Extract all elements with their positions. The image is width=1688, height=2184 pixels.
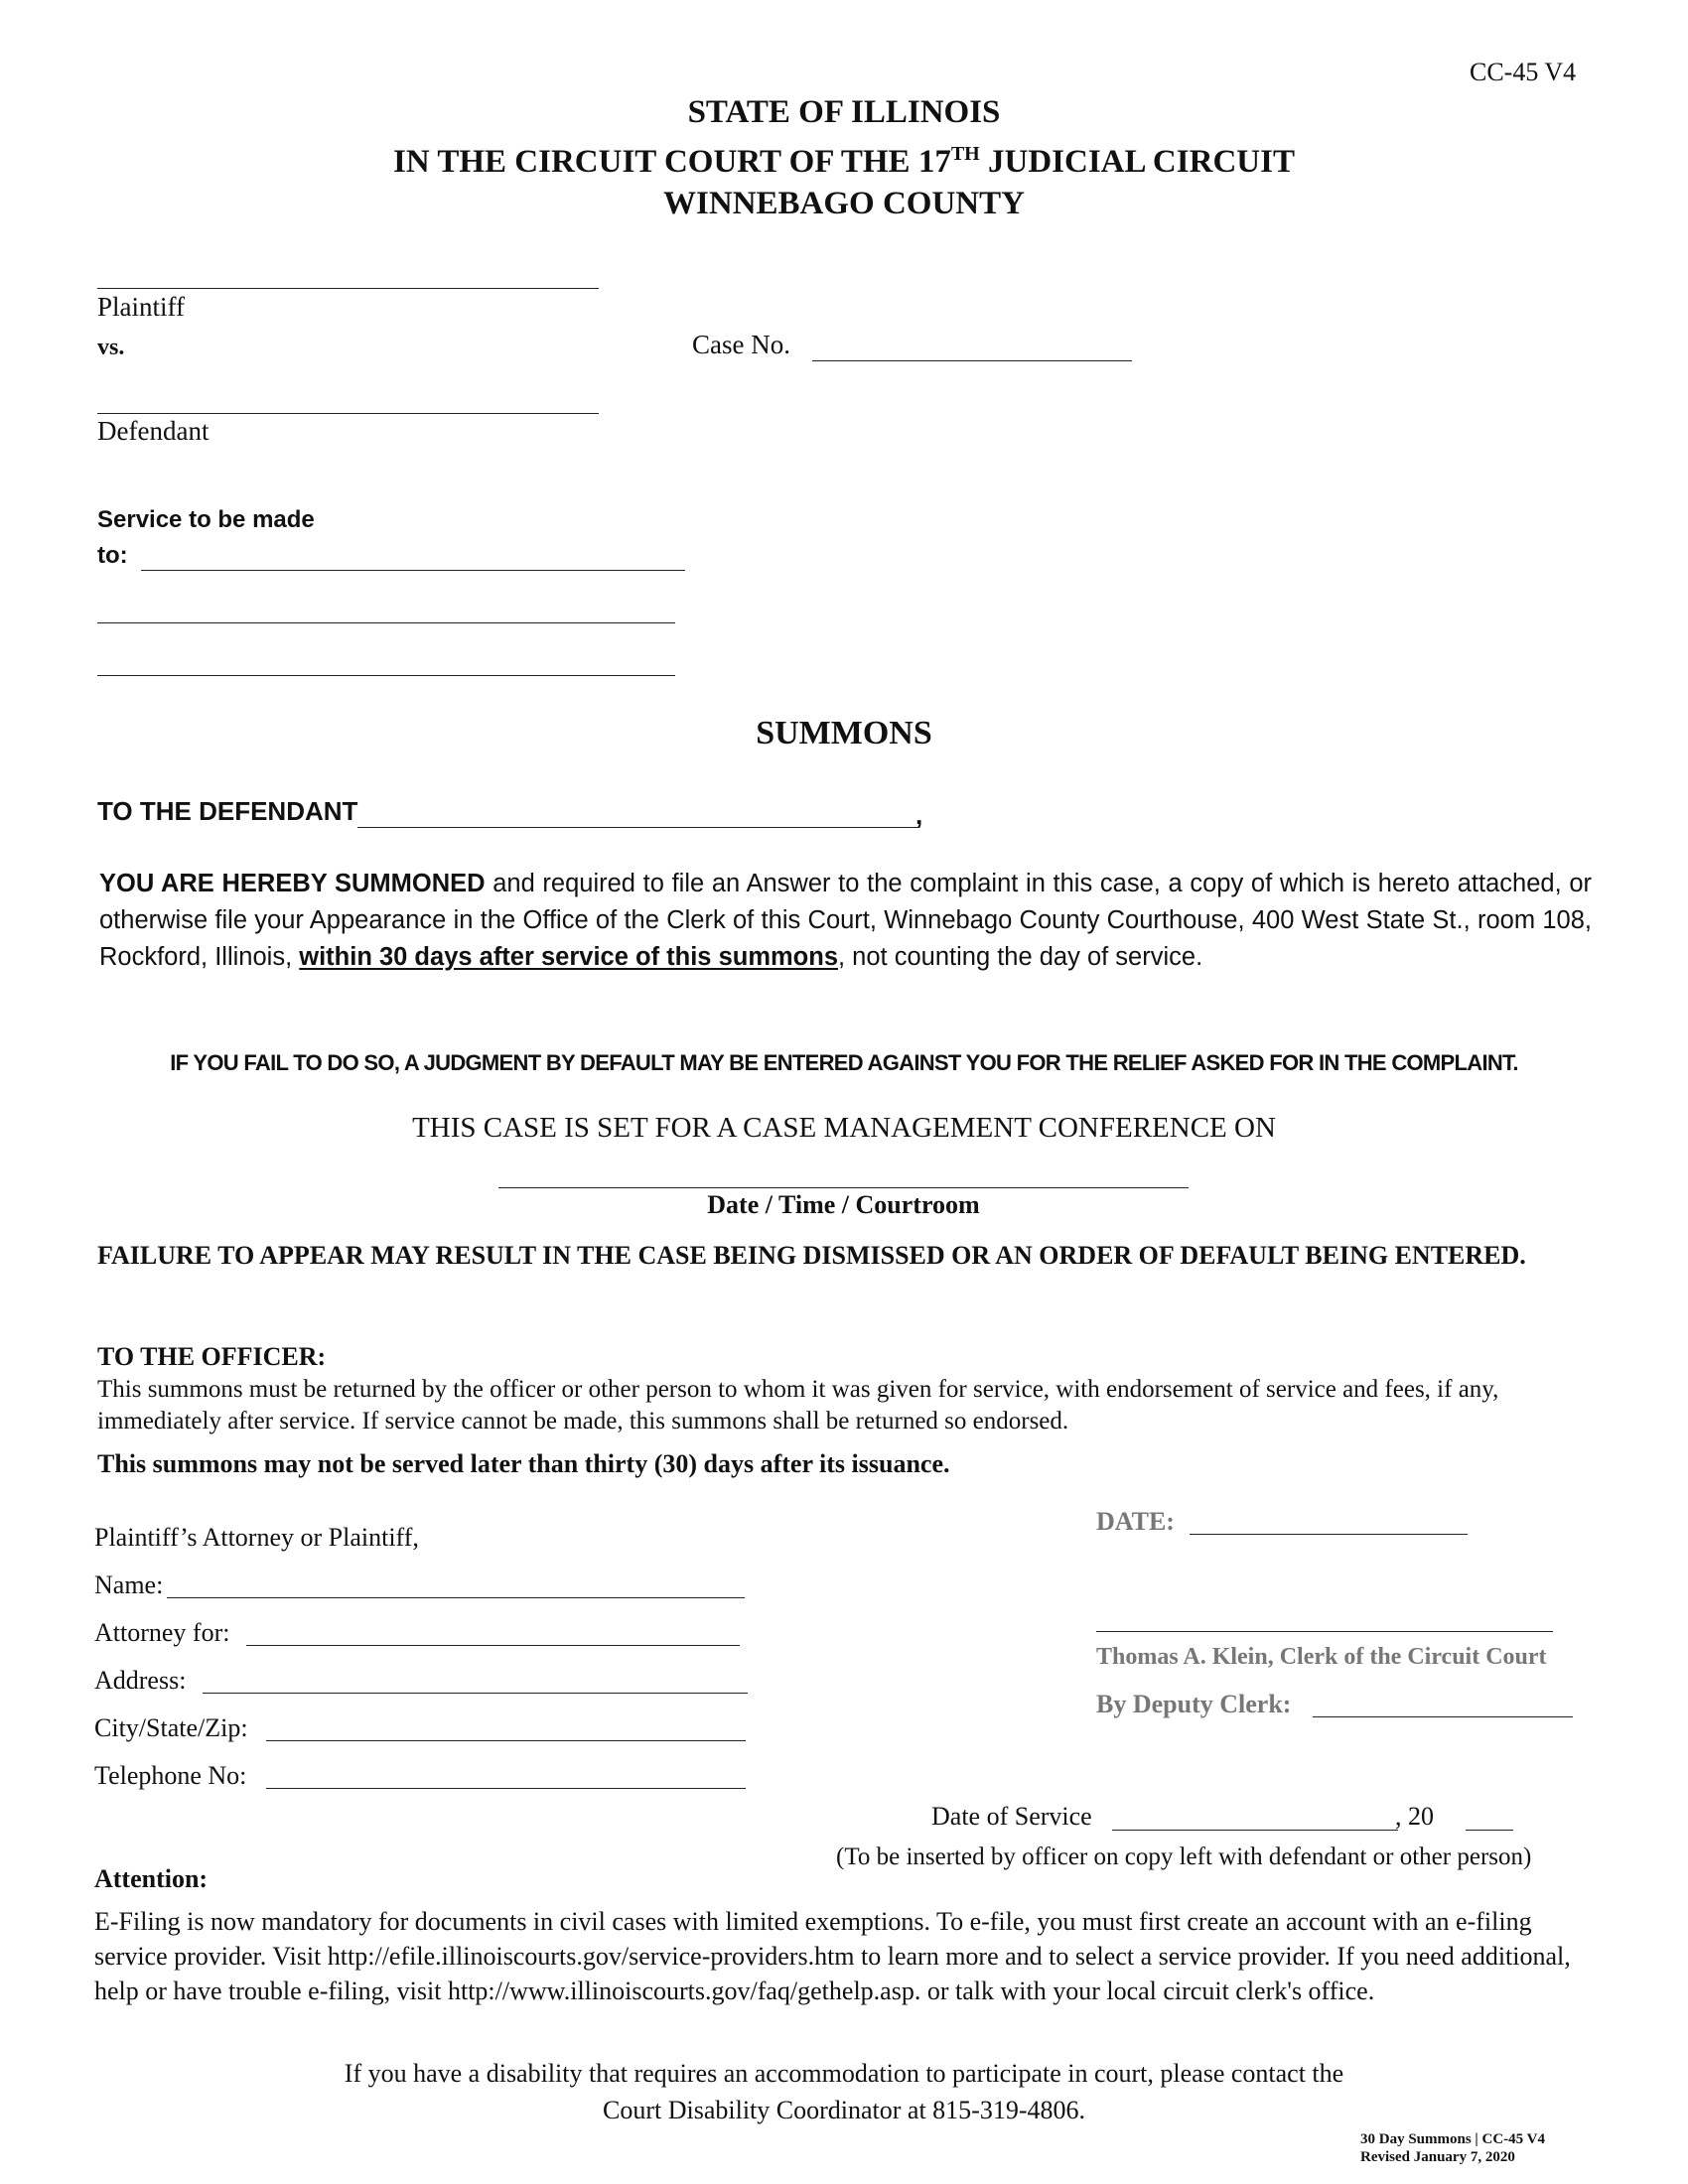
address-label: Address: xyxy=(94,1666,187,1695)
date-of-service-field[interactable] xyxy=(1112,1830,1398,1831)
service-line-3[interactable] xyxy=(97,675,675,676)
case-no-label: Case No. xyxy=(692,330,790,359)
date-of-service-label: Date of Service xyxy=(931,1802,1092,1831)
disability-line-1: If you have a disability that requires an accommodation to participate in court, please contact the xyxy=(344,2059,1344,2088)
city-state-zip-field[interactable] xyxy=(266,1740,746,1741)
officer-heading: TO THE OFFICER: xyxy=(97,1342,327,1371)
attention-heading: Attention: xyxy=(94,1864,209,1893)
defendant-name-field[interactable] xyxy=(357,827,918,828)
name-field[interactable] xyxy=(167,1597,745,1598)
attorney-for-field[interactable] xyxy=(246,1645,740,1646)
service-line-1[interactable] xyxy=(141,570,685,571)
header-county: WINNEBAGO COUNTY xyxy=(663,186,1025,221)
summons-title: SUMMONS xyxy=(756,715,932,751)
summons-paragraph xyxy=(99,866,1592,976)
service-to-label: to: xyxy=(97,542,128,569)
default-warning: IF YOU FAIL TO DO SO, A JUDGMENT BY DEFAULT MAY BE ENTERED AGAINST YOU FOR THE RELIEF ASKED FOR IN THE COMPLAINT. xyxy=(170,1050,1518,1075)
footer-form-name: 30 Day Summons | CC-45 V4 xyxy=(1360,2131,1545,2147)
telephone-label: Telephone No: xyxy=(94,1761,247,1790)
conference-heading: THIS CASE IS SET FOR A CASE MANAGEMENT CONFERENCE ON xyxy=(412,1112,1276,1144)
to-defendant-comma: , xyxy=(915,800,923,830)
address-field[interactable] xyxy=(203,1693,748,1694)
service-line-2[interactable] xyxy=(97,622,675,623)
attention-text: E-Filing is now mandatory for documents in civil cases with limited exemptions. To e-file, you must first create an account with an e-filing service provider. Visit http://efile.illinoiscourts.gov/service-providers.htm to learn more and to select a service provider. If you need additional, help or have trouble e-filing, visit http://www.illinoiscourts.gov/faq/gethelp.asp. or talk with your local circuit clerk's office. xyxy=(94,1907,1571,2005)
clerk-name: Thomas A. Klein, Clerk of the Circuit Court xyxy=(1096,1644,1547,1670)
attorney-for-label: Attorney for: xyxy=(94,1618,230,1647)
disability-notice xyxy=(0,2055,1688,2128)
summons-text-1: and required to file an Answer to the complaint in this case, a copy of which is hereto attached, or otherwise file your Appearance in the Office of the Clerk of this Court, Winnebago County Courthouse, 400 West State St., room 108, Rockford, Illinois, xyxy=(99,870,1592,971)
city-state-zip-label: City/State/Zip: xyxy=(94,1713,248,1742)
deputy-clerk-field[interactable] xyxy=(1313,1716,1573,1717)
form-id: CC-45 V4 xyxy=(1470,58,1577,86)
disability-line-2: Court Disability Coordinator at 815-319-4806. xyxy=(602,2096,1085,2124)
conference-date-field[interactable] xyxy=(498,1187,1189,1188)
conference-date-label: Date / Time / Courtroom xyxy=(707,1190,980,1219)
service-date-note: (To be inserted by officer on copy left with defendant or other person) xyxy=(836,1843,1532,1870)
defendant-line[interactable] xyxy=(97,413,599,414)
officer-note: This summons may not be served later than thirty (30) days after its issuance. xyxy=(97,1449,950,1478)
clerk-signature-line[interactable] xyxy=(1096,1631,1553,1632)
court-header xyxy=(0,91,1688,224)
service-label: Service to be made xyxy=(97,506,315,533)
year-field[interactable] xyxy=(1466,1830,1513,1831)
vs-label: vs. xyxy=(97,335,125,360)
footer-revised: Revised January 7, 2020 xyxy=(1360,2149,1515,2165)
year-prefix: , 20 xyxy=(1395,1802,1434,1831)
summons-text-2: , not counting the day of service. xyxy=(838,943,1203,971)
failure-warning: FAILURE TO APPEAR MAY RESULT IN THE CASE BEING DISMISSED OR AN ORDER OF DEFAULT BEING ENTERED. xyxy=(97,1241,1526,1270)
defendant-label: Defendant xyxy=(97,416,210,446)
attorney-heading: Plaintiff’s Attorney or Plaintiff, xyxy=(94,1523,419,1552)
case-no-field[interactable] xyxy=(812,360,1132,361)
header-state: STATE OF ILLINOIS xyxy=(687,94,1001,130)
to-defendant-label: TO THE DEFENDANT xyxy=(97,796,358,826)
header-circuit: IN THE CIRCUIT COURT OF THE 17TH JUDICIAL CIRCUIT xyxy=(393,143,1295,180)
officer-text: This summons must be returned by the officer or other person to whom it was given for service, with endorsement of service and fees, if any, immediately after service. If service cannot be made, this summons shall be returned so endorsed. xyxy=(97,1376,1499,1434)
deputy-clerk-label: By Deputy Clerk: xyxy=(1096,1690,1292,1718)
date-field[interactable] xyxy=(1190,1534,1468,1535)
deadline-text: within 30 days after service of this summons xyxy=(299,943,839,971)
summoned-lead: YOU ARE HEREBY SUMMONED xyxy=(99,870,486,897)
telephone-field[interactable] xyxy=(266,1788,746,1789)
name-label: Name: xyxy=(94,1570,164,1599)
date-label: DATE: xyxy=(1096,1507,1175,1536)
plaintiff-label: Plaintiff xyxy=(97,292,186,322)
plaintiff-line[interactable] xyxy=(97,288,599,289)
footer xyxy=(1360,2130,1545,2166)
